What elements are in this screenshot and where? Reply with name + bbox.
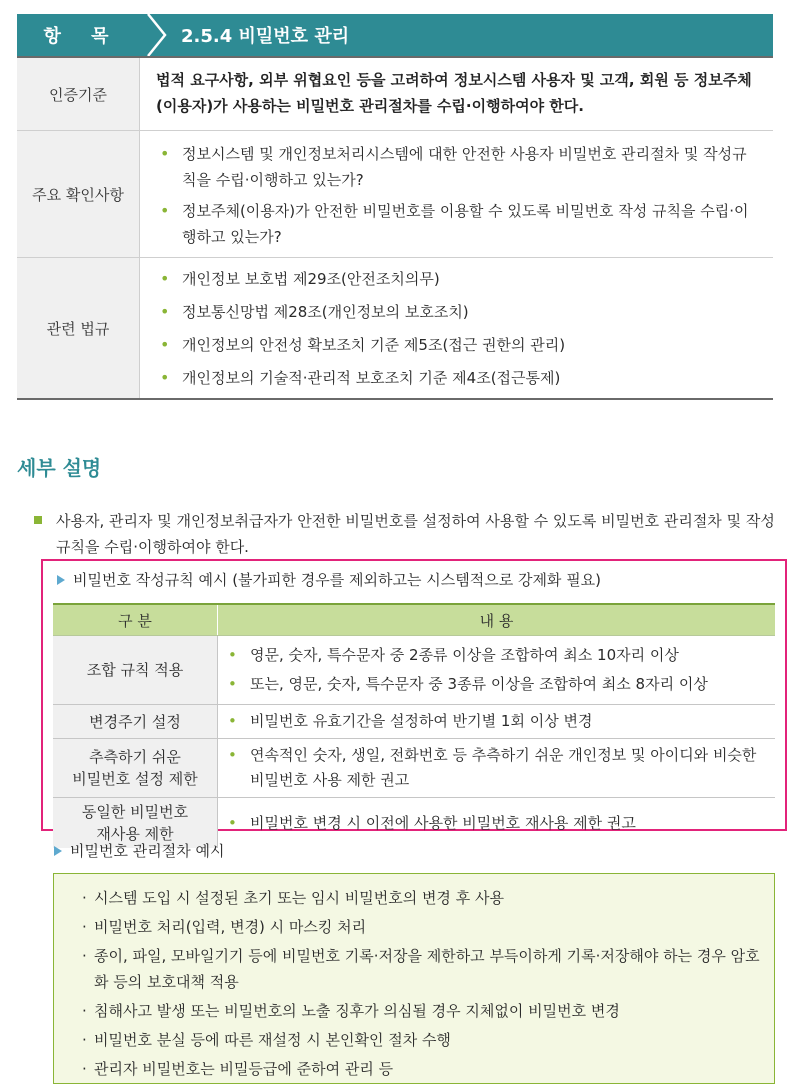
section-title: 세부 설명	[17, 456, 102, 480]
list-item: · 침해사고 발생 또는 비밀번호의 노출 징후가 의심될 경우 지체없이 비밀번호 변경	[82, 998, 760, 1024]
rule-content	[218, 705, 776, 739]
header-label: 항 목	[43, 26, 121, 47]
rule-content	[218, 798, 776, 849]
table-row	[53, 705, 775, 739]
rule-category: 변경주기 설정	[53, 705, 218, 739]
chevron-right-icon	[145, 14, 169, 56]
checkpoint-item: • 정보시스템 및 개인정보처리시스템에 대한 안전한 사용자 비밀번호 관리절차 및 작성규칙을 수립·이행하고 있는가?	[156, 141, 759, 193]
section-header	[17, 14, 773, 56]
law-item: • 개인정보의 안전성 확보조치 기준 제5조(접근 권한의 관리)	[156, 332, 759, 358]
criteria-text: 법적 요구사항, 외부 위협요인 등을 고려하여 정보시스템 사용자 및 고객, 회원 등 정보주체(이용자)가 사용하는 비밀번호 관리절차를 수립·이행하여야 한다.	[156, 71, 752, 115]
list-item: · 종이, 파일, 모바일기기 등에 비밀번호 기록·저장을 제한하고 부득이하게 기록·저장해야 하는 경우 암호화 등의 보호대책 적용	[82, 943, 760, 995]
rule-item: • 또는, 영문, 숫자, 특수문자 중 3종류 이상을 조합하여 최소 8자리 이상	[224, 672, 767, 697]
procedure-list	[54, 874, 774, 1082]
procedure-title-text: 비밀번호 관리절차 예시	[70, 842, 225, 860]
procedure-title	[54, 840, 224, 861]
info-label: 관련 법규	[17, 258, 140, 398]
header-title: 2.5.4 비밀번호 관리	[181, 26, 350, 47]
triangle-right-icon	[57, 575, 65, 585]
table-row	[53, 636, 775, 705]
law-item: • 개인정보의 기술적·관리적 보호조치 기준 제4조(접근통제)	[156, 365, 759, 391]
info-row-criteria	[17, 58, 773, 130]
rule-content	[218, 739, 776, 798]
rule-content	[218, 636, 776, 705]
list-item: · 관리자 비밀번호는 비밀등급에 준하여 관리 등	[82, 1056, 760, 1082]
info-row-checkpoints	[17, 130, 773, 257]
table-row	[53, 739, 775, 798]
list-item: · 비밀번호 분실 등에 따른 재설정 시 본인확인 절차 수행	[82, 1027, 760, 1053]
info-row-laws	[17, 257, 773, 398]
rules-title-text: 비밀번호 작성규칙 예시 (불가피한 경우를 제외하고는 시스템적으로 강제화 필요)	[73, 571, 602, 589]
rule-item: • 비밀번호 변경 시 이전에 사용한 비밀번호 재사용 제한 권고	[224, 811, 767, 836]
info-table	[17, 56, 773, 400]
triangle-right-icon	[54, 846, 62, 856]
rule-item: • 영문, 숫자, 특수문자 중 2종류 이상을 조합하여 최소 10자리 이상	[224, 643, 767, 668]
intro-text: 사용자, 관리자 및 개인정보취급자가 안전한 비밀번호를 설정하여 사용할 수 있도록 비밀번호 관리절차 및 작성규칙을 수립·이행하여야 한다.	[56, 512, 775, 556]
list-item: · 비밀번호 처리(입력, 변경) 시 마스킹 처리	[82, 914, 760, 940]
password-rules-box	[41, 559, 787, 843]
checkpoint-item: • 정보주체(이용자)가 안전한 비밀번호를 이용할 수 있도록 비밀번호 작성 규칙을 수립·이행하고 있는가?	[156, 198, 759, 250]
rules-table	[53, 603, 775, 848]
law-item: • 개인정보 보호법 제29조(안전조치의무)	[156, 266, 759, 292]
column-header-content: 내 용	[218, 604, 776, 636]
law-item: • 정보통신망법 제28조(개인정보의 보호조치)	[156, 299, 759, 325]
list-item: · 시스템 도입 시 설정된 초기 또는 임시 비밀번호의 변경 후 사용	[82, 885, 760, 911]
procedure-box	[53, 873, 775, 1084]
rules-title	[57, 569, 601, 590]
column-header-category: 구 분	[53, 604, 218, 636]
rule-category: 조합 규칙 적용	[53, 636, 218, 705]
rule-item: • 비밀번호 유효기간을 설정하여 반기별 1회 이상 변경	[224, 709, 767, 734]
square-bullet-icon	[34, 516, 42, 524]
rule-category: 추측하기 쉬운 비밀번호 설정 제한	[53, 739, 218, 798]
info-label: 주요 확인사항	[17, 131, 140, 257]
rules-header-row	[53, 604, 775, 636]
rule-category: 동일한 비밀번호 재사용 제한	[53, 798, 218, 849]
rule-item: • 연속적인 숫자, 생일, 전화번호 등 추측하기 쉬운 개인정보 및 아이디와 비슷한 비밀번호 사용 제한 권고	[224, 743, 767, 793]
intro-paragraph	[34, 508, 779, 560]
info-label: 인증기준	[17, 58, 140, 130]
checkpoint-list	[140, 131, 773, 257]
law-list	[140, 258, 773, 398]
